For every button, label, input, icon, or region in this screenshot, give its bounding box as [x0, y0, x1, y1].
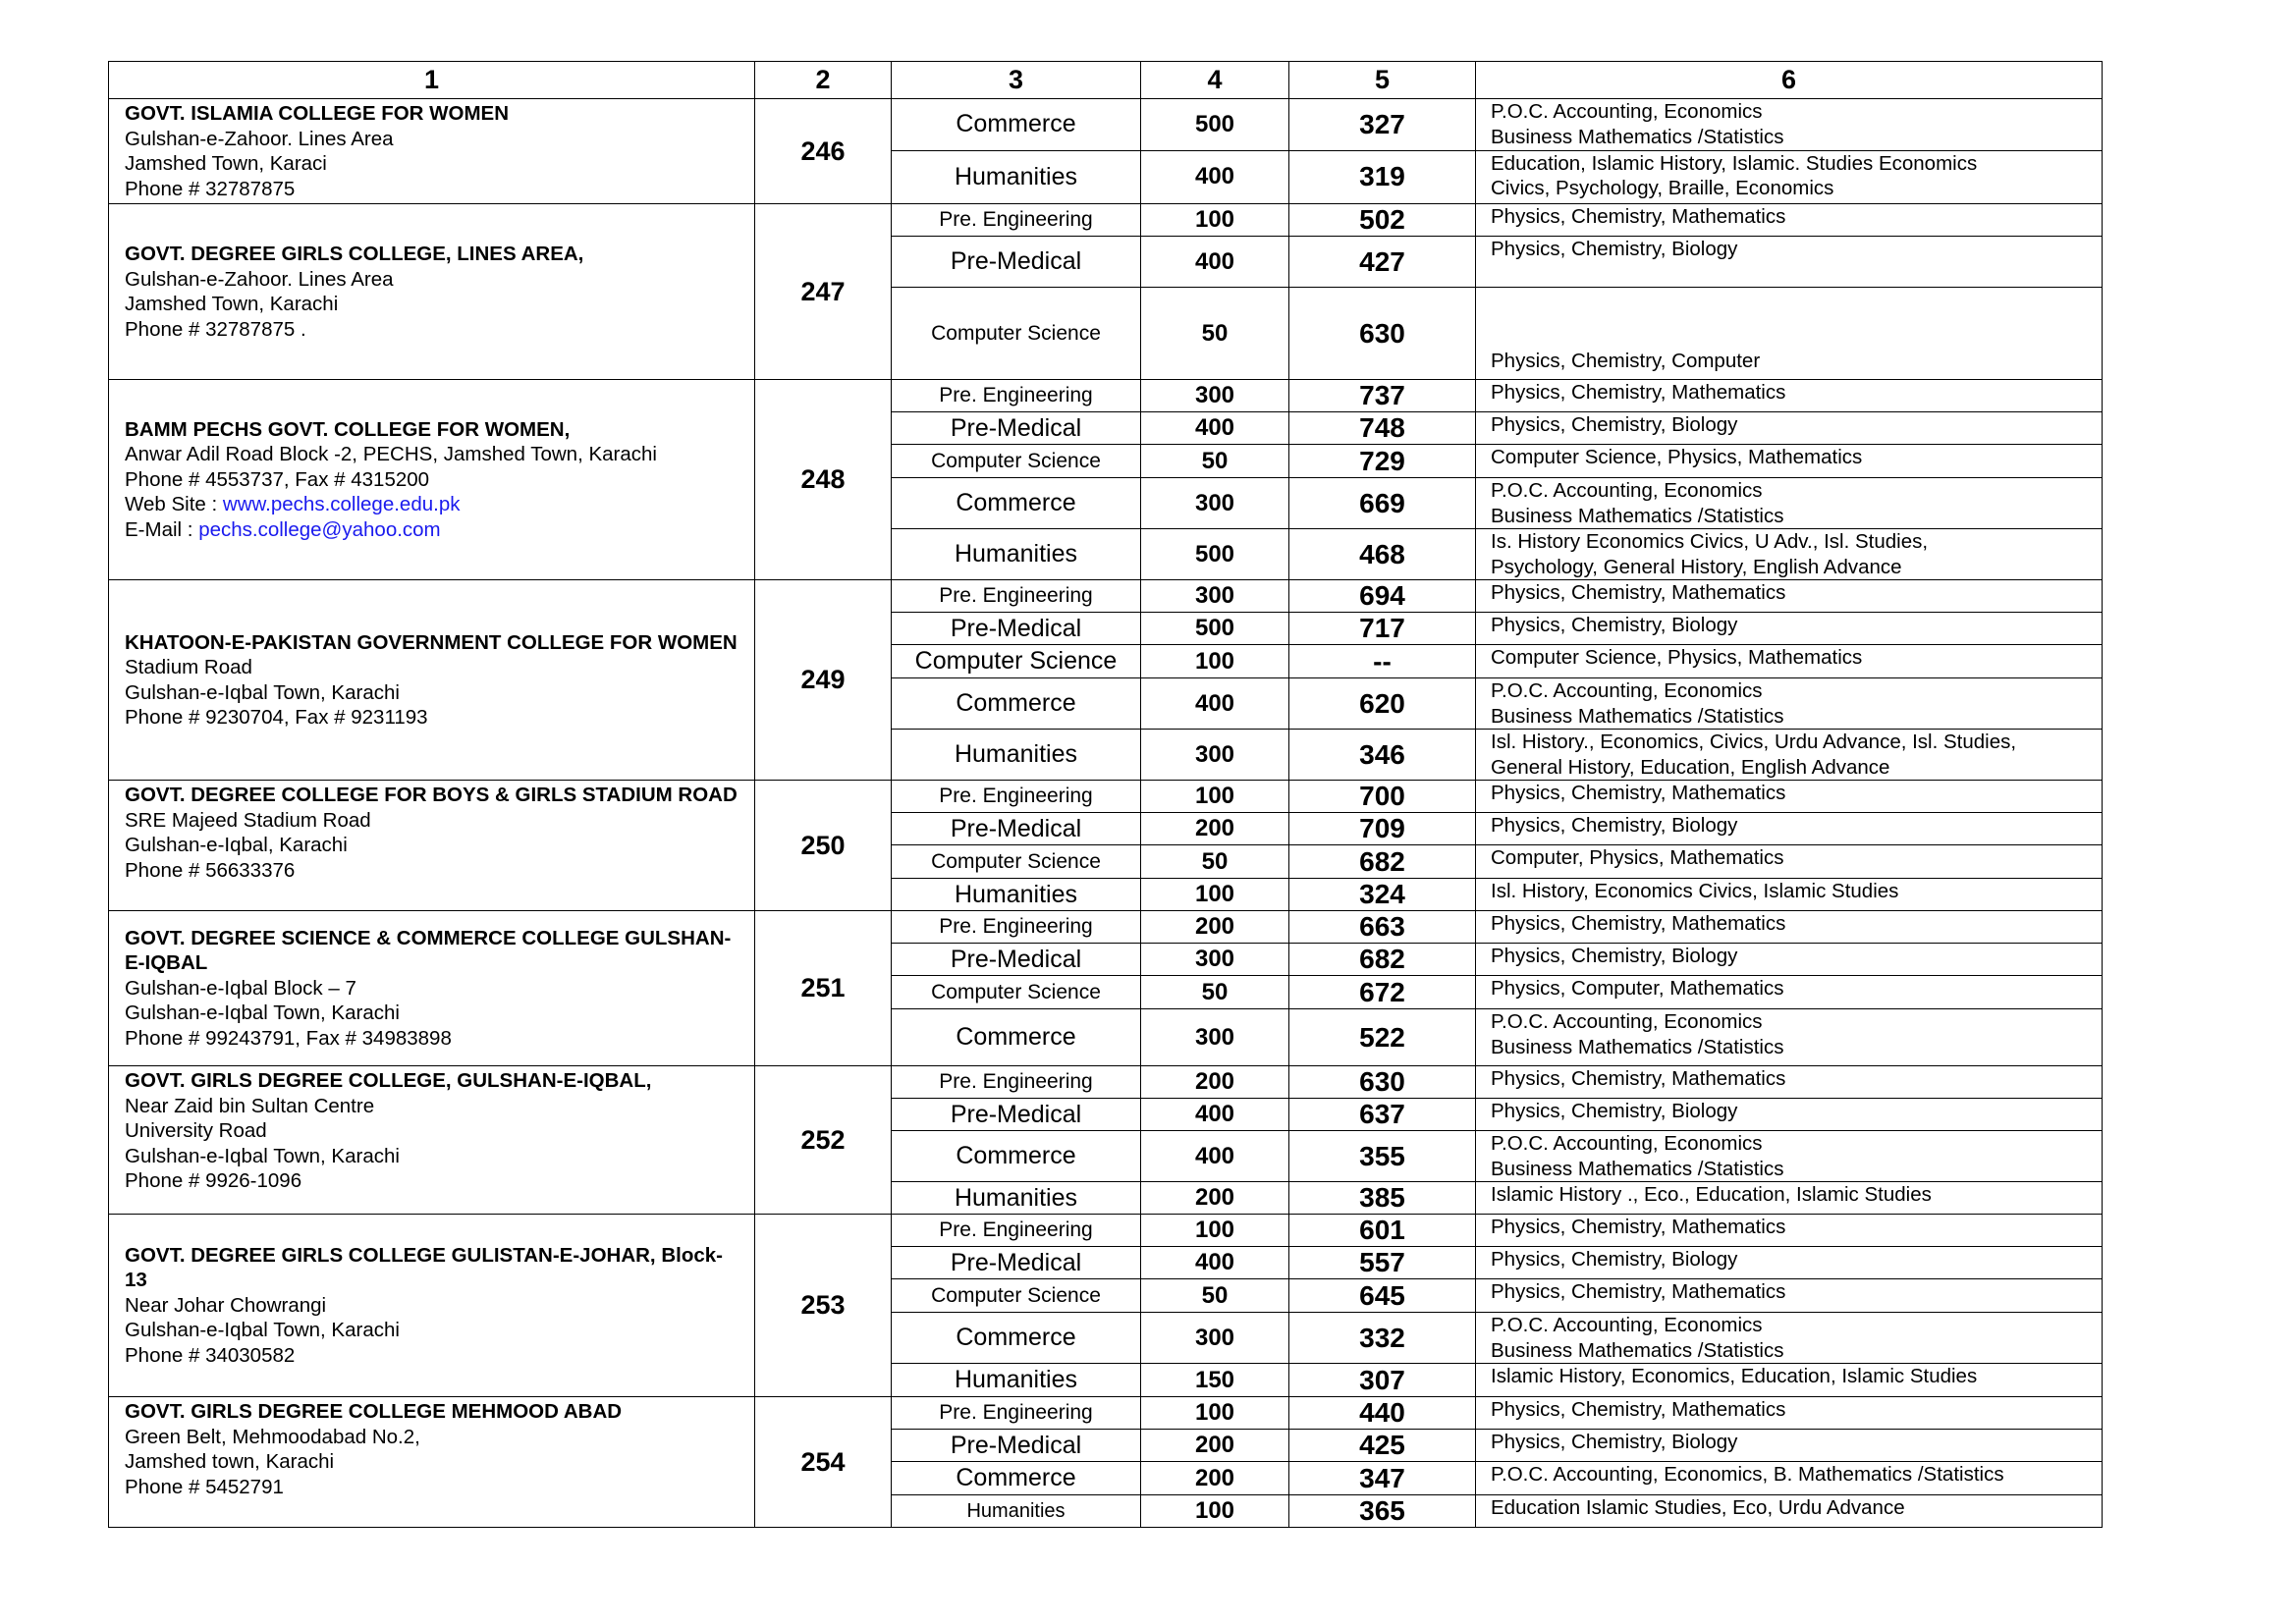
- col-header-merit: 5: [1289, 62, 1476, 99]
- faculty-cell: Pre-Medical: [892, 613, 1141, 645]
- subject-line: P.O.C. Accounting, Economics: [1491, 1314, 1763, 1336]
- subject-line: Computer Science, Physics, Mathematics: [1491, 446, 1863, 468]
- seats-cell: 150: [1141, 1364, 1289, 1397]
- college-info: [109, 1215, 755, 1397]
- faculty-cell: Pre-Medical: [892, 237, 1141, 288]
- college-info: [109, 380, 755, 580]
- subjects-cell: [1476, 529, 2103, 580]
- subjects-cell: [1476, 1009, 2103, 1066]
- subject-line: Business Mathematics /Statistics: [1491, 1035, 1784, 1058]
- seats-cell: 400: [1141, 1247, 1289, 1279]
- college-merit-table: [108, 61, 2103, 1528]
- subjects-cell: [1476, 478, 2103, 529]
- subjects-cell: [1476, 237, 2103, 288]
- college-code: 253: [755, 1215, 892, 1397]
- subjects-cell: [1476, 1397, 2103, 1430]
- merit-cell: 637: [1289, 1099, 1476, 1131]
- merit-cell: 557: [1289, 1247, 1476, 1279]
- subjects-cell: [1476, 1430, 2103, 1462]
- college-info: [109, 781, 755, 911]
- website-link[interactable]: www.pechs.college.edu.pk: [222, 493, 461, 516]
- subjects-cell: [1476, 580, 2103, 613]
- seats-cell: 200: [1141, 911, 1289, 944]
- seats-cell: 400: [1141, 150, 1289, 203]
- merit-cell: 737: [1289, 380, 1476, 412]
- merit-cell: 682: [1289, 944, 1476, 976]
- seats-cell: 50: [1141, 845, 1289, 879]
- subject-line: Physics, Chemistry, Mathematics: [1491, 205, 1786, 228]
- college-address-line: Phone # 4553737, Fax # 4315200: [125, 467, 430, 491]
- faculty-cell: Pre. Engineering: [892, 204, 1141, 237]
- col-header-college: 1: [109, 62, 755, 99]
- subject-line: Civics, Psychology, Braille, Economics: [1491, 177, 1834, 200]
- faculty-cell: Humanities: [892, 529, 1141, 580]
- college-name: GOVT. GIRLS DEGREE COLLEGE, GULSHAN-E-IQBAL,: [125, 1069, 652, 1092]
- seats-cell: 500: [1141, 613, 1289, 645]
- subject-line: P.O.C. Accounting, Economics: [1491, 1132, 1763, 1155]
- subject-line: Physics, Chemistry, Mathematics: [1491, 581, 1786, 604]
- college-email: [125, 517, 738, 543]
- college-code: 248: [755, 380, 892, 580]
- subjects-cell: [1476, 678, 2103, 730]
- faculty-cell: Pre-Medical: [892, 412, 1141, 445]
- college-address-line: Gulshan-e-Iqbal Block – 7: [125, 976, 356, 1000]
- merit-cell: 307: [1289, 1364, 1476, 1397]
- subject-line: Business Mathematics /Statistics: [1491, 125, 1784, 148]
- subjects-cell: [1476, 380, 2103, 412]
- subject-line: Education Islamic Studies, Eco, Urdu Advance: [1491, 1496, 1905, 1519]
- merit-cell: 427: [1289, 237, 1476, 288]
- subject-line: Physics, Chemistry, Mathematics: [1491, 1216, 1786, 1238]
- seats-cell: 200: [1141, 1462, 1289, 1495]
- seats-cell: 300: [1141, 730, 1289, 781]
- subjects-cell: [1476, 730, 2103, 781]
- subject-line: Physics, Chemistry, Biology: [1491, 814, 1738, 837]
- subjects-cell: [1476, 1099, 2103, 1131]
- college-code: 250: [755, 781, 892, 911]
- subjects-cell: [1476, 645, 2103, 678]
- faculty-cell: Humanities: [892, 1364, 1141, 1397]
- subjects-cell: [1476, 1215, 2103, 1247]
- college-name: GOVT. DEGREE GIRLS COLLEGE, LINES AREA,: [125, 243, 584, 265]
- college-address-line: Gulshan-e-Iqbal Town, Karachi: [125, 1319, 400, 1342]
- college-info: [109, 1066, 755, 1215]
- college-address-line: Jamshed town, Karachi: [125, 1450, 335, 1473]
- college-name: KHATOON-E-PAKISTAN GOVERNMENT COLLEGE FOR WOMEN: [125, 630, 738, 654]
- seats-cell: 200: [1141, 1182, 1289, 1215]
- merit-cell: 355: [1289, 1131, 1476, 1182]
- merit-cell: 502: [1289, 204, 1476, 237]
- seats-cell: 400: [1141, 412, 1289, 445]
- col-header-faculty: 3: [892, 62, 1141, 99]
- college-address-line: Near Johar Chowrangi: [125, 1293, 327, 1317]
- college-address-line: SRE Majeed Stadium Road: [125, 808, 371, 832]
- college-address-line: Green Belt, Mehmoodabad No.2,: [125, 1425, 420, 1448]
- faculty-cell: Humanities: [892, 1495, 1141, 1528]
- faculty-cell: Commerce: [892, 1131, 1141, 1182]
- merit-cell: 669: [1289, 478, 1476, 529]
- subject-line: Islamic History ., Eco., Education, Islamic Studies: [1491, 1183, 1932, 1206]
- subjects-cell: [1476, 412, 2103, 445]
- seats-cell: 400: [1141, 237, 1289, 288]
- merit-cell: 332: [1289, 1313, 1476, 1364]
- merit-cell: 709: [1289, 813, 1476, 845]
- subject-line: Physics, Chemistry, Biology: [1491, 945, 1738, 967]
- college-address-line: University Road: [125, 1119, 267, 1142]
- subject-line: Physics, Chemistry, Biology: [1491, 238, 1738, 260]
- faculty-cell: Pre-Medical: [892, 944, 1141, 976]
- faculty-cell: Pre. Engineering: [892, 1397, 1141, 1430]
- faculty-cell: Humanities: [892, 150, 1141, 203]
- subject-line: Business Mathematics /Statistics: [1491, 504, 1784, 527]
- merit-cell: 620: [1289, 678, 1476, 730]
- college-code: 246: [755, 99, 892, 204]
- table-row: [109, 204, 2103, 237]
- subject-line: Physics, Chemistry, Biology: [1491, 1100, 1738, 1122]
- subjects-cell: [1476, 1066, 2103, 1099]
- college-address-line: Jamshed Town, Karaci: [125, 152, 327, 175]
- table-row: [109, 99, 2103, 151]
- college-address-line: Phone # 9230704, Fax # 9231193: [125, 706, 428, 729]
- subjects-cell: [1476, 1182, 2103, 1215]
- email-link[interactable]: pechs.college@yahoo.com: [198, 517, 441, 541]
- subjects-cell: [1476, 150, 2103, 203]
- college-name: GOVT. GIRLS DEGREE COLLEGE MEHMOOD ABAD: [125, 1400, 623, 1423]
- faculty-cell: Pre. Engineering: [892, 781, 1141, 813]
- college-code: 252: [755, 1066, 892, 1215]
- seats-cell: 100: [1141, 1495, 1289, 1528]
- seats-cell: 100: [1141, 879, 1289, 911]
- merit-cell: 717: [1289, 613, 1476, 645]
- seats-cell: 100: [1141, 645, 1289, 678]
- college-name: GOVT. DEGREE GIRLS COLLEGE GULISTAN-E-JOHAR, Block-13: [125, 1243, 723, 1292]
- seats-cell: 200: [1141, 1430, 1289, 1462]
- subject-line: General History, Education, English Advance: [1491, 755, 1890, 779]
- subject-line: Physics, Computer, Mathematics: [1491, 977, 1784, 1000]
- merit-cell: 324: [1289, 879, 1476, 911]
- faculty-cell: Commerce: [892, 1313, 1141, 1364]
- table-row: [109, 1066, 2103, 1099]
- subject-line: Physics, Chemistry, Mathematics: [1491, 782, 1786, 804]
- college-info: [109, 911, 755, 1066]
- subject-line: Business Mathematics /Statistics: [1491, 704, 1784, 728]
- subject-line: Islamic History, Economics, Education, Islamic Studies: [1491, 1365, 1978, 1387]
- college-info: [109, 99, 755, 204]
- college-address-line: Stadium Road: [125, 656, 252, 678]
- college-address-line: Phone # 56633376: [125, 858, 296, 882]
- subject-line: Computer, Physics, Mathematics: [1491, 846, 1784, 869]
- subjects-cell: [1476, 204, 2103, 237]
- merit-cell: 729: [1289, 445, 1476, 478]
- merit-cell: 630: [1289, 288, 1476, 380]
- seats-cell: 400: [1141, 1131, 1289, 1182]
- seats-cell: 300: [1141, 1009, 1289, 1066]
- faculty-cell: Pre. Engineering: [892, 1215, 1141, 1247]
- subject-line: P.O.C. Accounting, Economics: [1491, 479, 1763, 502]
- merit-cell: 663: [1289, 911, 1476, 944]
- college-address-line: Gulshan-e-Iqbal, Karachi: [125, 834, 348, 856]
- subject-line: Is. History Economics Civics, U Adv., Isl. Studies,: [1491, 530, 1929, 553]
- header-row: [109, 62, 2103, 99]
- subject-line: Physics, Chemistry, Biology: [1491, 614, 1738, 636]
- subject-line: P.O.C. Accounting, Economics: [1491, 100, 1763, 123]
- merit-cell: 319: [1289, 150, 1476, 203]
- college-info: [109, 1397, 755, 1528]
- seats-cell: 300: [1141, 580, 1289, 613]
- seats-cell: 500: [1141, 529, 1289, 580]
- college-name: GOVT. ISLAMIA COLLEGE FOR WOMEN: [125, 102, 510, 125]
- faculty-cell: Commerce: [892, 678, 1141, 730]
- subjects-cell: [1476, 613, 2103, 645]
- subject-line: Physics, Chemistry, Mathematics: [1491, 1067, 1786, 1090]
- college-address-line: Jamshed Town, Karachi: [125, 293, 339, 315]
- faculty-cell: Humanities: [892, 730, 1141, 781]
- college-code: 251: [755, 911, 892, 1066]
- faculty-cell: Humanities: [892, 879, 1141, 911]
- table-row: [109, 781, 2103, 813]
- subjects-cell: [1476, 1462, 2103, 1495]
- merit-cell: 700: [1289, 781, 1476, 813]
- table-body: [109, 99, 2103, 1528]
- college-name: GOVT. DEGREE COLLEGE FOR BOYS & GIRLS STADIUM ROAD: [125, 784, 738, 806]
- subjects-cell: [1476, 944, 2103, 976]
- merit-cell: 748: [1289, 412, 1476, 445]
- seats-cell: 100: [1141, 1397, 1289, 1430]
- college-address-line: Phone # 32787875 .: [125, 317, 306, 341]
- subject-line: Business Mathematics /Statistics: [1491, 1157, 1784, 1180]
- college-code: 249: [755, 580, 892, 781]
- subject-line: Physics, Chemistry, Computer: [1491, 349, 1761, 372]
- merit-cell: 440: [1289, 1397, 1476, 1430]
- col-header-code: 2: [755, 62, 892, 99]
- merit-cell: --: [1289, 645, 1476, 678]
- seats-cell: 400: [1141, 678, 1289, 730]
- faculty-cell: Computer Science: [892, 976, 1141, 1009]
- faculty-cell: Computer Science: [892, 845, 1141, 879]
- faculty-cell: Pre. Engineering: [892, 1066, 1141, 1099]
- subjects-cell: [1476, 781, 2103, 813]
- seats-cell: 50: [1141, 1279, 1289, 1313]
- merit-cell: 425: [1289, 1430, 1476, 1462]
- faculty-cell: Commerce: [892, 478, 1141, 529]
- subject-line: Physics, Chemistry, Biology: [1491, 1431, 1738, 1453]
- subjects-cell: [1476, 911, 2103, 944]
- merit-cell: 346: [1289, 730, 1476, 781]
- faculty-cell: Pre-Medical: [892, 813, 1141, 845]
- faculty-cell: Computer Science: [892, 1279, 1141, 1313]
- seats-cell: 50: [1141, 288, 1289, 380]
- college-info: [109, 580, 755, 781]
- faculty-cell: Humanities: [892, 1182, 1141, 1215]
- table-row: [109, 580, 2103, 613]
- merit-cell: 347: [1289, 1462, 1476, 1495]
- email-label: E-Mail :: [125, 517, 199, 541]
- college-website: [125, 492, 738, 517]
- faculty-cell: Pre-Medical: [892, 1099, 1141, 1131]
- college-name: BAMM PECHS GOVT. COLLEGE FOR WOMEN,: [125, 417, 571, 441]
- seats-cell: 200: [1141, 813, 1289, 845]
- faculty-cell: Pre. Engineering: [892, 580, 1141, 613]
- subject-line: Physics, Chemistry, Biology: [1491, 413, 1738, 436]
- seats-cell: 100: [1141, 781, 1289, 813]
- col-header-seats: 4: [1141, 62, 1289, 99]
- subjects-cell: [1476, 1247, 2103, 1279]
- merit-cell: 672: [1289, 976, 1476, 1009]
- subjects-cell: [1476, 1495, 2103, 1528]
- seats-cell: 300: [1141, 944, 1289, 976]
- faculty-cell: Computer Science: [892, 288, 1141, 380]
- college-code: 254: [755, 1397, 892, 1528]
- faculty-cell: Commerce: [892, 1009, 1141, 1066]
- college-name: GOVT. DEGREE SCIENCE & COMMERCE COLLEGE GULSHAN-E-IQBAL: [125, 926, 732, 975]
- merit-cell: 468: [1289, 529, 1476, 580]
- merit-cell: 694: [1289, 580, 1476, 613]
- merit-cell: 522: [1289, 1009, 1476, 1066]
- subject-line: P.O.C. Accounting, Economics, B. Mathematics /Statistics: [1491, 1463, 2004, 1486]
- subject-line: Physics, Chemistry, Mathematics: [1491, 1398, 1786, 1421]
- college-address-line: Anwar Adil Road Block -2, PECHS, Jamshed Town, Karachi: [125, 443, 657, 466]
- college-address-line: Phone # 99243791, Fax # 34983898: [125, 1026, 452, 1050]
- merit-cell: 630: [1289, 1066, 1476, 1099]
- subject-line: Physics, Chemistry, Biology: [1491, 1248, 1738, 1271]
- college-address-line: Phone # 32787875: [125, 177, 296, 200]
- subject-line: Education, Islamic History, Islamic. Studies Economics: [1491, 151, 1978, 175]
- faculty-cell: Computer Science: [892, 645, 1141, 678]
- college-address-line: Gulshan-e-Iqbal Town, Karachi: [125, 1001, 400, 1025]
- college-address-line: Gulshan-e-Iqbal Town, Karachi: [125, 1144, 400, 1167]
- col-header-subjects: 6: [1476, 62, 2103, 99]
- subject-line: Physics, Chemistry, Mathematics: [1491, 381, 1786, 404]
- faculty-cell: Computer Science: [892, 445, 1141, 478]
- college-address-line: Phone # 5452791: [125, 1475, 284, 1498]
- seats-cell: 300: [1141, 1313, 1289, 1364]
- table-row: [109, 1397, 2103, 1430]
- subjects-cell: [1476, 813, 2103, 845]
- subjects-cell: [1476, 1279, 2103, 1313]
- subjects-cell: [1476, 1313, 2103, 1364]
- subjects-cell: [1476, 1131, 2103, 1182]
- seats-cell: 50: [1141, 976, 1289, 1009]
- subject-line: Isl. History, Economics Civics, Islamic Studies: [1491, 880, 1899, 902]
- merit-cell: 601: [1289, 1215, 1476, 1247]
- subject-line: Business Mathematics /Statistics: [1491, 1338, 1784, 1362]
- merit-cell: 327: [1289, 99, 1476, 151]
- subjects-cell: [1476, 445, 2103, 478]
- table-row: [109, 911, 2103, 944]
- faculty-cell: Commerce: [892, 1462, 1141, 1495]
- subject-line: Physics, Chemistry, Mathematics: [1491, 1280, 1786, 1303]
- college-address-line: Gulshan-e-Zahoor. Lines Area: [125, 127, 394, 150]
- table-row: [109, 380, 2103, 412]
- merit-cell: 682: [1289, 845, 1476, 879]
- table-row: [109, 1215, 2103, 1247]
- seats-cell: 400: [1141, 1099, 1289, 1131]
- college-address-line: Gulshan-e-Zahoor. Lines Area: [125, 267, 394, 291]
- college-address-line: Phone # 9926-1096: [125, 1169, 302, 1192]
- faculty-cell: Pre-Medical: [892, 1430, 1141, 1462]
- subjects-cell: [1476, 976, 2103, 1009]
- seats-cell: 500: [1141, 99, 1289, 151]
- merit-cell: 645: [1289, 1279, 1476, 1313]
- faculty-cell: Pre. Engineering: [892, 911, 1141, 944]
- subject-line: P.O.C. Accounting, Economics: [1491, 679, 1763, 702]
- subjects-cell: [1476, 1364, 2103, 1397]
- college-address-line: Phone # 34030582: [125, 1343, 296, 1367]
- faculty-cell: Pre-Medical: [892, 1247, 1141, 1279]
- seats-cell: 50: [1141, 445, 1289, 478]
- faculty-cell: Pre. Engineering: [892, 380, 1141, 412]
- merit-cell: 385: [1289, 1182, 1476, 1215]
- subject-line: Isl. History., Economics, Civics, Urdu Advance, Isl. Studies,: [1491, 731, 2017, 753]
- subjects-cell: [1476, 99, 2103, 151]
- seats-cell: 300: [1141, 380, 1289, 412]
- subject-line: P.O.C. Accounting, Economics: [1491, 1010, 1763, 1033]
- faculty-cell: Commerce: [892, 99, 1141, 151]
- seats-cell: 100: [1141, 204, 1289, 237]
- subject-line: Physics, Chemistry, Mathematics: [1491, 912, 1786, 935]
- merit-cell: 365: [1289, 1495, 1476, 1528]
- college-code: 247: [755, 204, 892, 380]
- subject-line: Computer Science, Physics, Mathematics: [1491, 646, 1863, 669]
- seats-cell: 100: [1141, 1215, 1289, 1247]
- college-info: [109, 204, 755, 380]
- seats-cell: 200: [1141, 1066, 1289, 1099]
- website-label: Web Site :: [125, 493, 223, 516]
- college-address-line: Gulshan-e-Iqbal Town, Karachi: [125, 680, 400, 704]
- subject-line: Psychology, General History, English Advance: [1491, 555, 1902, 578]
- subjects-cell: [1476, 288, 2103, 380]
- seats-cell: 300: [1141, 478, 1289, 529]
- college-address-line: Near Zaid bin Sultan Centre: [125, 1094, 375, 1117]
- subjects-cell: [1476, 879, 2103, 911]
- subjects-cell: [1476, 845, 2103, 879]
